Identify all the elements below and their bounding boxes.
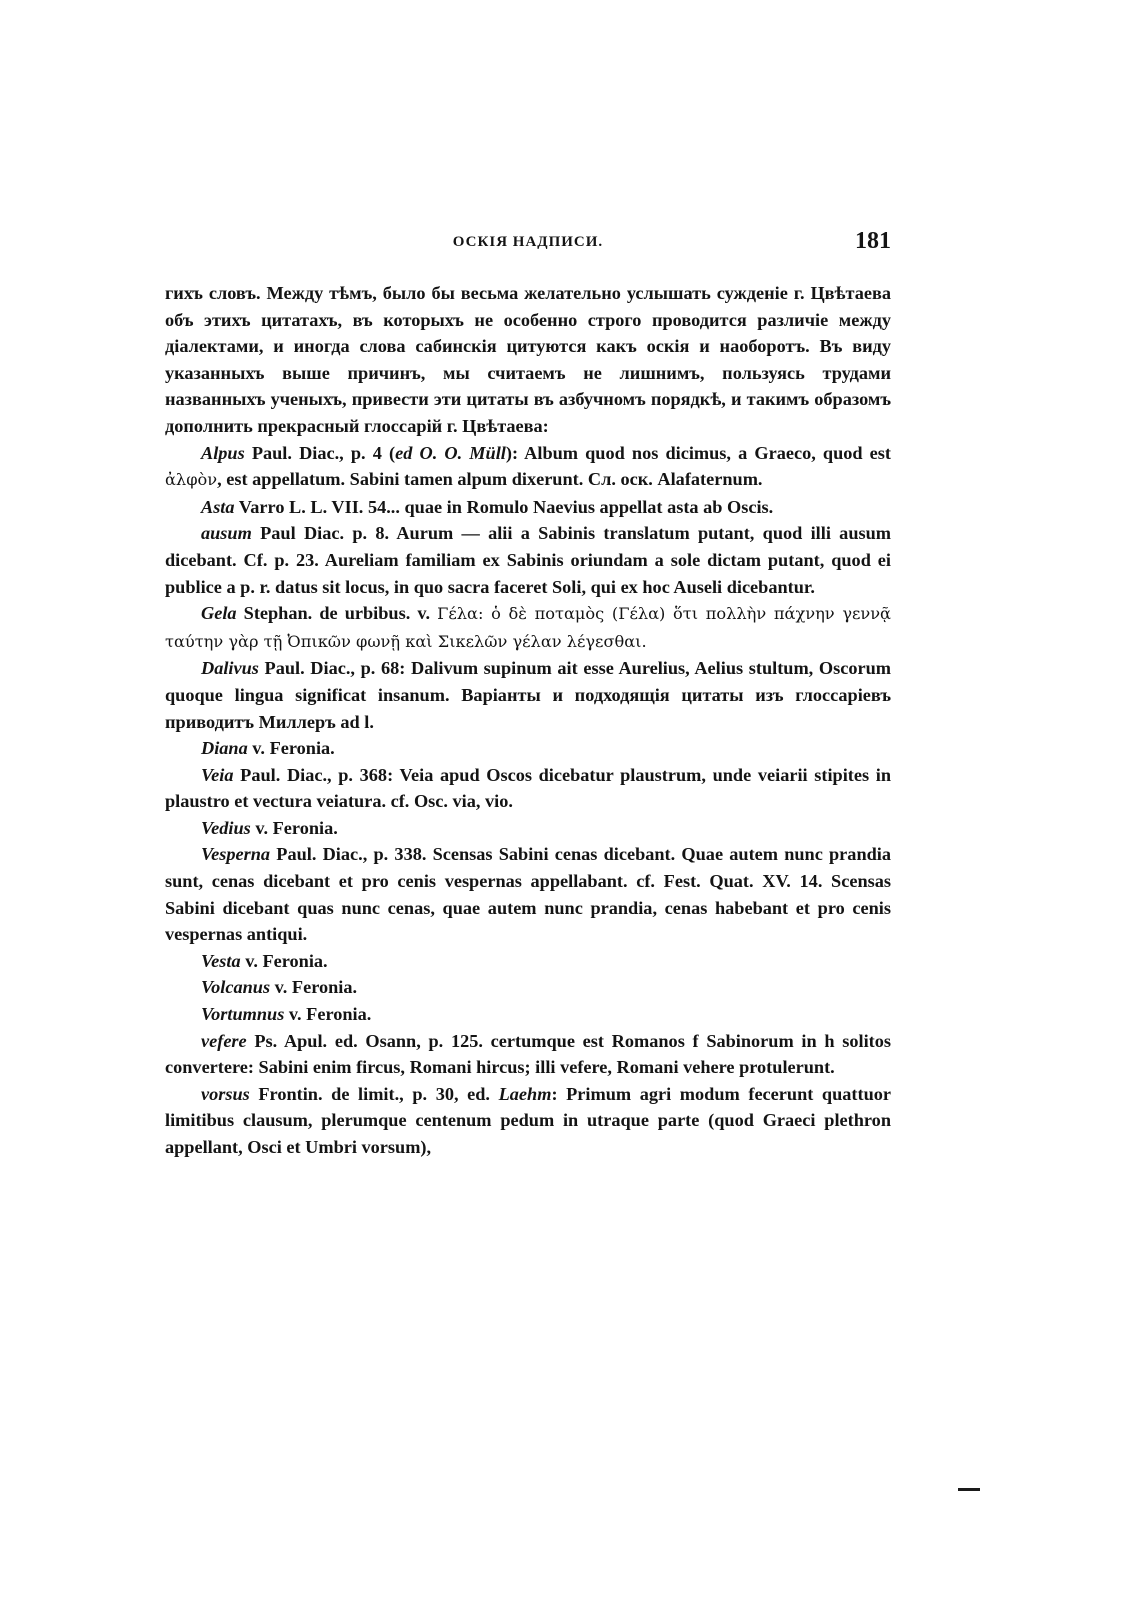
entry-vesta: Vesta v. Feronia. xyxy=(201,950,328,971)
entry-head: Vesperna xyxy=(201,844,271,865)
entry-ausum: ausum Paul Diac. p. 8. Aurum — alii a Sabinis translatum putant, quod illi ausum dicebant. Cf. p. 23. Aureliam familiam ex Sabinis oriundam a sole dictam putant, quod ei publice a p. r. datus sit locus, in quo sacra faceret Soli, qui ex hoc Auseli dicebantur. xyxy=(165,523,891,597)
intro-paragraph: гихъ словъ. Между тѣмъ, было бы весьма желательно услышать сужденіе г. Цвѣтаева объ этихъ цитатахъ, въ которыхъ не особенно строго проводится различіе между діалектами, и иногда слова сабинскія цитуются какъ оскія и наоборотъ. Въ виду указанныхъ выше причинъ, мы считаемъ не лишнимъ, пользуясь трудами названныхъ ученыхъ, привести эти цитаты въ азбучномъ порядкѣ, и такимъ образомъ дополнить прекрасный глоссарій г. Цвѣтаева: xyxy=(165,283,891,436)
entry-volcanus: Volcanus v. Feronia. xyxy=(201,977,358,998)
entry-head: Vedius xyxy=(201,817,251,838)
entry-alpus: Alpus Paul. Diac., p. 4 (ed O. O. Müll): Album quod nos dicimus, a Graeco, quod est ἀλφὸν, est appellatum. Sabini tamen alpum dixerunt. Сл. оск. Alafaternum. xyxy=(165,442,891,490)
entry-vorsus: vorsus Frontin. de limit., p. 30, ed. Laehm: Primum agri modum fecerunt quattuor limitibus clausum, plerumque centenum pedum in utraque parte (quod Graeci plethron appellant, Osci et Umbri vorsum), xyxy=(165,1083,892,1157)
page xyxy=(165,228,891,1161)
entry-vesperna: Vesperna Paul. Diac., p. 338. Scensas Sabini cenas dicebant. Quae autem nunc prandia sunt, cenas dicebant et pro cenis vespernas appellabant. cf. Fest. Quat. XV. 14. Scensas Sabini dicebant quas nunc cenas, quae autem nunc prandia, cenas habebant et pro cenis vespernas antiqui. xyxy=(165,844,891,945)
entry-head: Vortumnus xyxy=(201,1004,285,1025)
entry-head: Gela xyxy=(201,603,237,624)
entry-veia: Veia Paul. Diac., p. 368: Veia apud Oscos dicebatur plaustrum, unde veiarii stipites in plaustro et vectura veiatura. cf. Osc. via, vio. xyxy=(165,764,891,812)
entry-vortumnus: Vortumnus v. Feronia. xyxy=(201,1004,372,1025)
entry-dalivus: Dalivus Paul. Diac., p. 68: Dalivum supinum ait esse Aurelius, Aelius stultum, Oscorum quoque lingua significat insanum. Варіанты и подходящія цитаты изъ глоссаріевъ приводитъ Миллеръ ad l. xyxy=(165,658,891,732)
entry-gela: Gela Stephan. de urbibus. v. Γέλα: ὁ δὲ ποταμὸς (Γέλα) ὅτι πολλὴν πάχνην γεννᾷ ταύτην γὰρ τῇ Ὀπικῶν φωνῇ καὶ Σικελῶν γέλαν λέγεσθαι. xyxy=(165,603,891,651)
entry-vedius: Vedius v. Feronia. xyxy=(201,817,338,838)
page-number: 181 xyxy=(855,228,891,254)
entry-head: Dalivus xyxy=(201,658,259,679)
running-title: ОСКІЯ НАДПИСИ. xyxy=(452,234,604,250)
entry-head: ausum xyxy=(201,523,252,544)
entry-diana: Diana v. Feronia. xyxy=(201,738,335,759)
entry-vefere: vefere Ps. Apul. ed. Osann, p. 125. certumque est Romanos f Sabinorum in h solitos convertere: Sabini enim fircus, Romani hircus; illi vefere, Romani vehere protulerunt. xyxy=(165,1030,891,1078)
entry-head: Vesta xyxy=(201,950,241,971)
entry-head: Volcanus xyxy=(201,977,271,998)
entry-head: Diana xyxy=(201,738,248,759)
entry-head: vorsus xyxy=(201,1083,250,1104)
body-text xyxy=(165,280,891,1161)
entry-asta: Asta Varro L. L. VII. 54... quae in Romulo Naevius appellat asta ab Oscis. xyxy=(201,496,774,517)
margin-dash xyxy=(958,1488,980,1491)
page-header xyxy=(165,228,891,268)
entry-head: Asta xyxy=(201,496,235,517)
entry-head: Veia xyxy=(201,764,234,785)
entry-head: Alpus xyxy=(201,442,245,463)
entry-head: vefere xyxy=(201,1030,247,1051)
